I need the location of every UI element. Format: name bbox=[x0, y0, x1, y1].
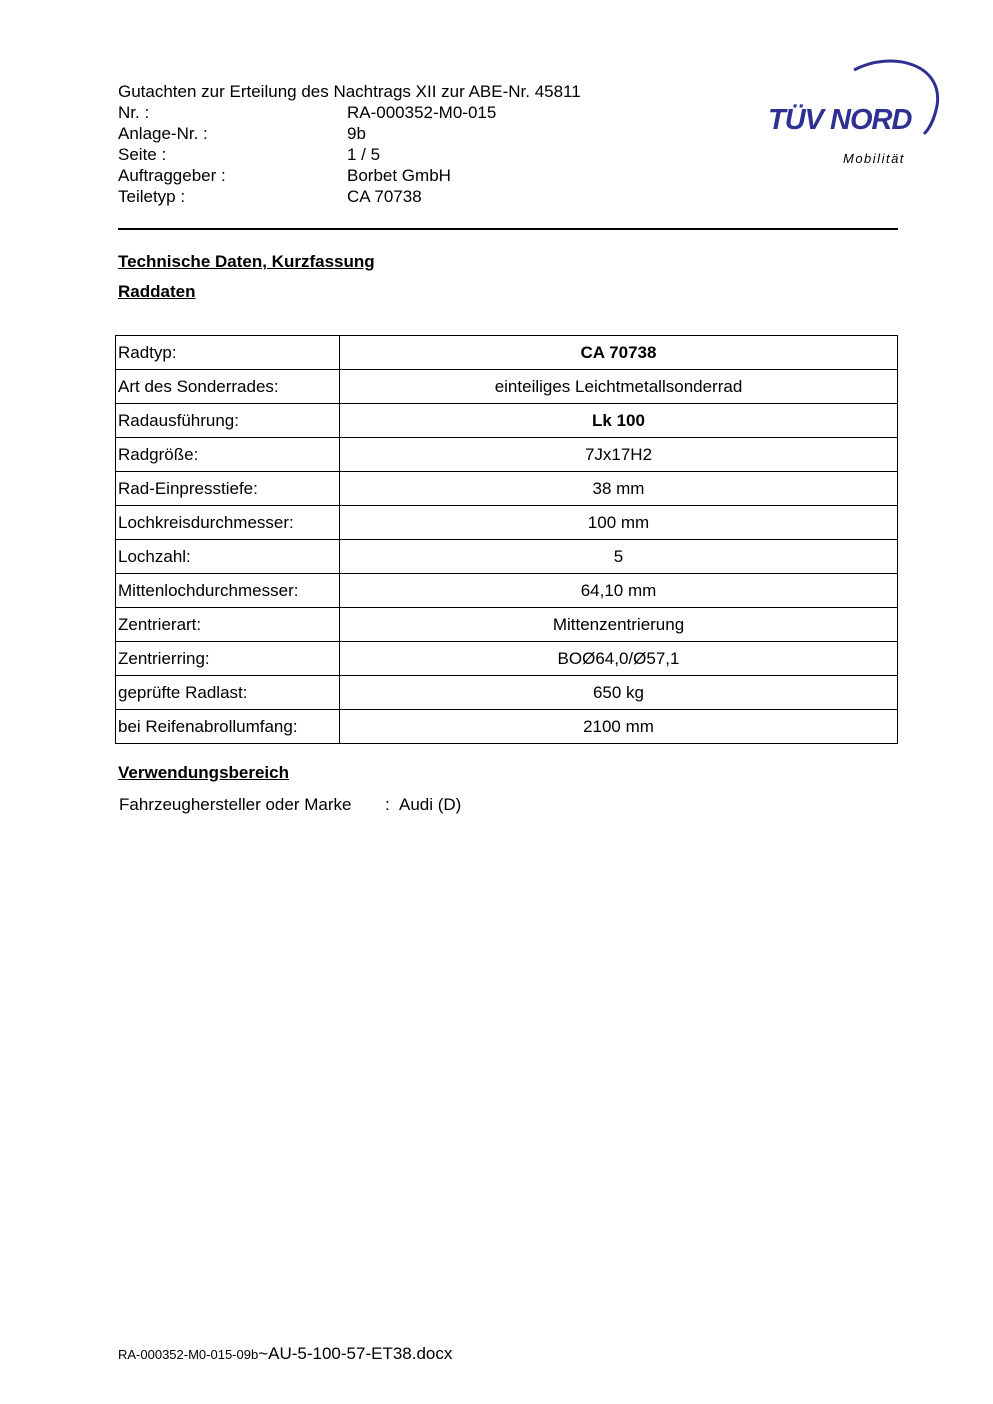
table-row bbox=[116, 710, 898, 744]
logo-wordmark: TÜV NORD bbox=[768, 104, 912, 136]
row-value: 64,10 mm bbox=[340, 574, 898, 608]
row-label: Rad-Einpresstiefe: bbox=[116, 472, 340, 506]
document-header bbox=[118, 81, 581, 207]
usage-separator: : bbox=[385, 795, 390, 814]
table-row bbox=[116, 370, 898, 404]
header-label: Seite : bbox=[118, 145, 167, 164]
row-label: Mittenlochdurchmesser: bbox=[116, 574, 340, 608]
row-label: geprüfte Radlast: bbox=[116, 676, 340, 710]
header-value: CA 70738 bbox=[347, 187, 422, 206]
header-value: 9b bbox=[347, 124, 366, 143]
header-row-nr bbox=[118, 102, 581, 123]
row-value: BOØ64,0/Ø57,1 bbox=[340, 642, 898, 676]
row-label: Radtyp: bbox=[116, 336, 340, 370]
logo-subtitle: Mobilität bbox=[843, 151, 905, 166]
header-row-anlage bbox=[118, 123, 581, 144]
row-label: Zentrierart: bbox=[116, 608, 340, 642]
row-label: Lochkreisdurchmesser: bbox=[116, 506, 340, 540]
table-row bbox=[116, 574, 898, 608]
table-row bbox=[116, 336, 898, 370]
row-label: Art des Sonderrades: bbox=[116, 370, 340, 404]
row-label: bei Reifenabrollumfang: bbox=[116, 710, 340, 744]
table-row bbox=[116, 472, 898, 506]
table-row bbox=[116, 438, 898, 472]
row-label: Zentrierring: bbox=[116, 642, 340, 676]
header-label: Teiletyp : bbox=[118, 187, 186, 206]
header-row-teiletyp bbox=[118, 186, 581, 207]
table-row bbox=[116, 540, 898, 574]
row-value: 5 bbox=[340, 540, 898, 574]
technical-data-heading: Technische Daten, Kurzfassung bbox=[118, 252, 375, 271]
tuv-nord-logo bbox=[762, 58, 942, 173]
usage-value: Audi (D) bbox=[399, 795, 462, 814]
header-value: RA-000352-M0-015 bbox=[347, 103, 497, 122]
footer-filename-prefix: RA-000352-M0-015-09b bbox=[118, 1347, 259, 1362]
header-value: 1 / 5 bbox=[347, 145, 381, 164]
row-value: CA 70738 bbox=[340, 336, 898, 370]
header-label: Auftraggeber : bbox=[118, 166, 226, 185]
wheel-data-heading: Raddaten bbox=[118, 282, 196, 301]
usage-label: Fahrzeughersteller oder Marke bbox=[119, 795, 352, 814]
footer-filename-suffix: ~AU-5-100-57-ET38.docx bbox=[258, 1344, 453, 1363]
document-footer bbox=[118, 1344, 452, 1364]
row-value: 7Jx17H2 bbox=[340, 438, 898, 472]
header-row-seite bbox=[118, 144, 581, 165]
row-label: Radgröße: bbox=[116, 438, 340, 472]
row-label: Lochzahl: bbox=[116, 540, 340, 574]
usage-heading: Verwendungsbereich bbox=[118, 763, 289, 782]
table-row bbox=[116, 506, 898, 540]
usage-row bbox=[119, 795, 461, 815]
wheel-data-table bbox=[115, 335, 898, 744]
table-row bbox=[116, 608, 898, 642]
row-value: einteiliges Leichtmetallsonderrad bbox=[340, 370, 898, 404]
table-row bbox=[116, 642, 898, 676]
header-label: Anlage-Nr. : bbox=[118, 124, 208, 143]
row-value: Lk 100 bbox=[340, 404, 898, 438]
header-divider bbox=[118, 228, 898, 230]
row-value: 650 kg bbox=[340, 676, 898, 710]
table-row bbox=[116, 676, 898, 710]
header-row-auftraggeber bbox=[118, 165, 581, 186]
row-value: 100 mm bbox=[340, 506, 898, 540]
document-title: Gutachten zur Erteilung des Nachtrags XII zur ABE-Nr. 45811 bbox=[118, 82, 581, 101]
row-value: 38 mm bbox=[340, 472, 898, 506]
header-label: Nr. : bbox=[118, 103, 150, 122]
header-value: Borbet GmbH bbox=[347, 166, 451, 185]
row-label: Radausführung: bbox=[116, 404, 340, 438]
table-row bbox=[116, 404, 898, 438]
row-value: Mittenzentrierung bbox=[340, 608, 898, 642]
row-value: 2100 mm bbox=[340, 710, 898, 744]
